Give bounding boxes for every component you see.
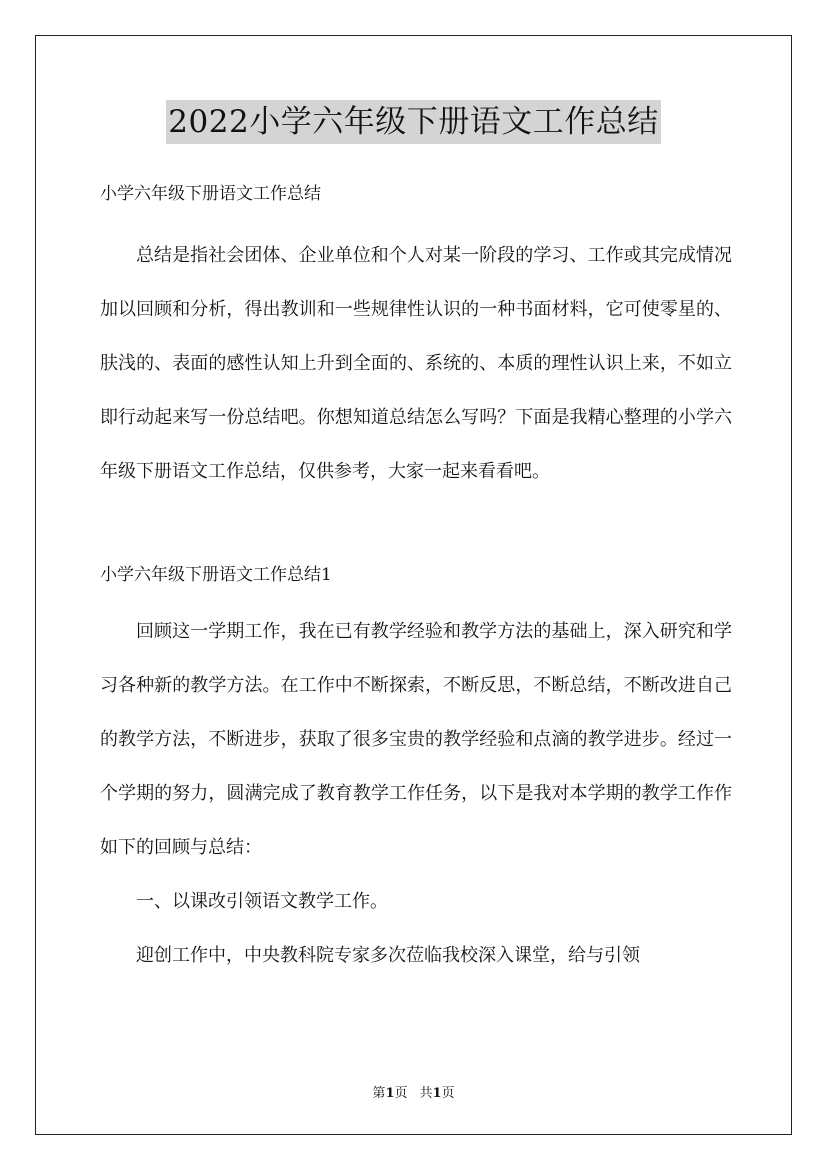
page-footer: [0, 1082, 827, 1101]
intro-paragraph: 总结是指社会团体、企业单位和个人对某一阶段的学习、工作或其完成情况加以回顾和分析，得出教训和一些规律性认识的一种书面材料，它可使零星的、肤浅的、表面的感性认知上升到全面的、系统的、本质的理性认识上来，不如立即行动起来写一份总结吧。你想知道总结怎么写吗？下面是我精心整理的小学六年级下册语文工作总结，仅供参考，大家一起来看看吧。: [100, 245, 732, 482]
total-prefix: 共: [419, 1086, 433, 1101]
total-suffix: 页: [441, 1086, 455, 1101]
section-heading-1: 小学六年级下册语文工作总结1: [100, 565, 332, 585]
section-1-body: [100, 605, 732, 983]
total-pages: 1: [432, 1086, 442, 1101]
page-prefix: 第: [372, 1086, 386, 1101]
section-heading-intro: 小学六年级下册语文工作总结: [100, 184, 321, 204]
page-current: 1: [385, 1086, 395, 1101]
body-paragraph-2: 迎创工作中，中央教科院专家多次莅临我校深入课堂，给与引领: [136, 945, 640, 966]
document-body: [100, 170, 732, 983]
document-title: 2022小学六年级下册语文工作总结: [166, 100, 660, 144]
section-gap: [100, 499, 732, 551]
title-container: [0, 100, 827, 144]
page-suffix: 页: [394, 1086, 408, 1101]
body-paragraph-1: 回顾这一学期工作，我在已有教学经验和教学方法的基础上，深入研究和学习各种新的教学方法。在工作中不断探索，不断反思，不断总结，不断改进自己的教学方法，不断进步，获取了很多宝贵的教学经验和点滴的教学进步。经过一个学期的努力，圆满完成了教育教学工作任务，以下是我对本学期的教学工作作如下的回顾与总结：: [100, 621, 732, 858]
subsection-heading-1: 一、以课改引领语文教学工作。: [136, 891, 388, 912]
